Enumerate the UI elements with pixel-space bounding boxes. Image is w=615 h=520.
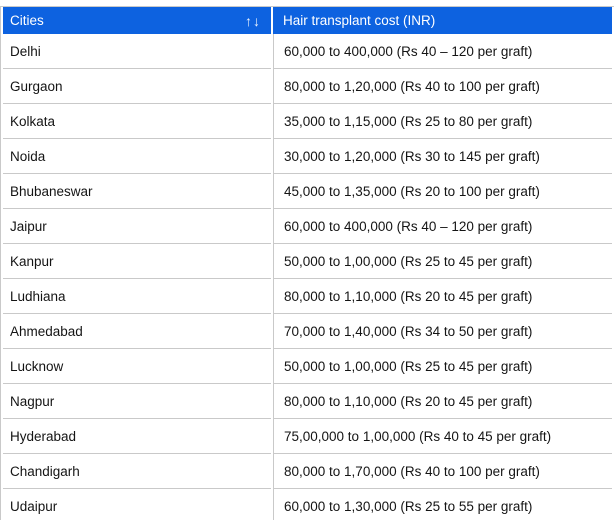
table-row xyxy=(3,34,612,69)
city-cell: Gurgaon xyxy=(3,69,271,104)
city-cell: Noida xyxy=(3,139,271,174)
cost-cell: 30,000 to 1,20,000 (Rs 30 to 145 per graft) xyxy=(273,139,612,174)
table-row xyxy=(3,454,612,489)
city-cell: Jaipur xyxy=(3,209,271,244)
header-row xyxy=(3,7,612,34)
table-row xyxy=(3,419,612,454)
cost-cell: 60,000 to 400,000 (Rs 40 – 120 per graft) xyxy=(273,209,612,244)
city-cell: Delhi xyxy=(3,34,271,69)
table-row xyxy=(3,174,612,209)
city-cell: Lucknow xyxy=(3,349,271,384)
table-row xyxy=(3,139,612,174)
cost-cell: 35,000 to 1,15,000 (Rs 25 to 80 per graft) xyxy=(273,104,612,139)
column-header-cost xyxy=(273,7,612,34)
cost-cell: 50,000 to 1,00,000 (Rs 25 to 45 per graft) xyxy=(273,349,612,384)
cost-cell: 75,00,000 to 1,00,000 (Rs 40 to 45 per graft) xyxy=(273,419,612,454)
cost-cell: 60,000 to 1,30,000 (Rs 25 to 55 per graft) xyxy=(273,489,612,520)
cost-header-label: Hair transplant cost (INR) xyxy=(283,13,436,28)
city-cell: Bhubaneswar xyxy=(3,174,271,209)
table-header xyxy=(3,7,612,34)
table-row xyxy=(3,279,612,314)
table-row xyxy=(3,209,612,244)
cost-cell: 80,000 to 1,20,000 (Rs 40 to 100 per graft) xyxy=(273,69,612,104)
cost-cell: 80,000 to 1,70,000 (Rs 40 to 100 per graft) xyxy=(273,454,612,489)
cost-cell: 60,000 to 400,000 (Rs 40 – 120 per graft) xyxy=(273,34,612,69)
cities-header-label: Cities xyxy=(10,13,44,28)
cost-cell: 70,000 to 1,40,000 (Rs 34 to 50 per graft) xyxy=(273,314,612,349)
hair-transplant-cost-table xyxy=(0,6,614,520)
table-row xyxy=(3,314,612,349)
table-row xyxy=(3,489,612,520)
city-cell: Ludhiana xyxy=(3,279,271,314)
table-row xyxy=(3,69,612,104)
column-header-cities[interactable] xyxy=(3,7,271,34)
cost-cell: 50,000 to 1,00,000 (Rs 25 to 45 per graft) xyxy=(273,244,612,279)
city-cell: Udaipur xyxy=(3,489,271,520)
cost-cell: 80,000 to 1,10,000 (Rs 20 to 45 per graft) xyxy=(273,384,612,419)
table-body xyxy=(3,34,612,520)
cost-cell: 80,000 to 1,10,000 (Rs 20 to 45 per graft) xyxy=(273,279,612,314)
table-row xyxy=(3,384,612,419)
city-cell: Nagpur xyxy=(3,384,271,419)
city-cell: Chandigarh xyxy=(3,454,271,489)
cost-cell: 45,000 to 1,35,000 (Rs 20 to 100 per graft) xyxy=(273,174,612,209)
city-cell: Kanpur xyxy=(3,244,271,279)
city-cell: Kolkata xyxy=(3,104,271,139)
city-cell: Ahmedabad xyxy=(3,314,271,349)
city-cell: Hyderabad xyxy=(3,419,271,454)
sort-icon[interactable]: ↑↓ xyxy=(245,12,261,29)
table-row xyxy=(3,104,612,139)
table-row xyxy=(3,244,612,279)
table-row xyxy=(3,349,612,384)
